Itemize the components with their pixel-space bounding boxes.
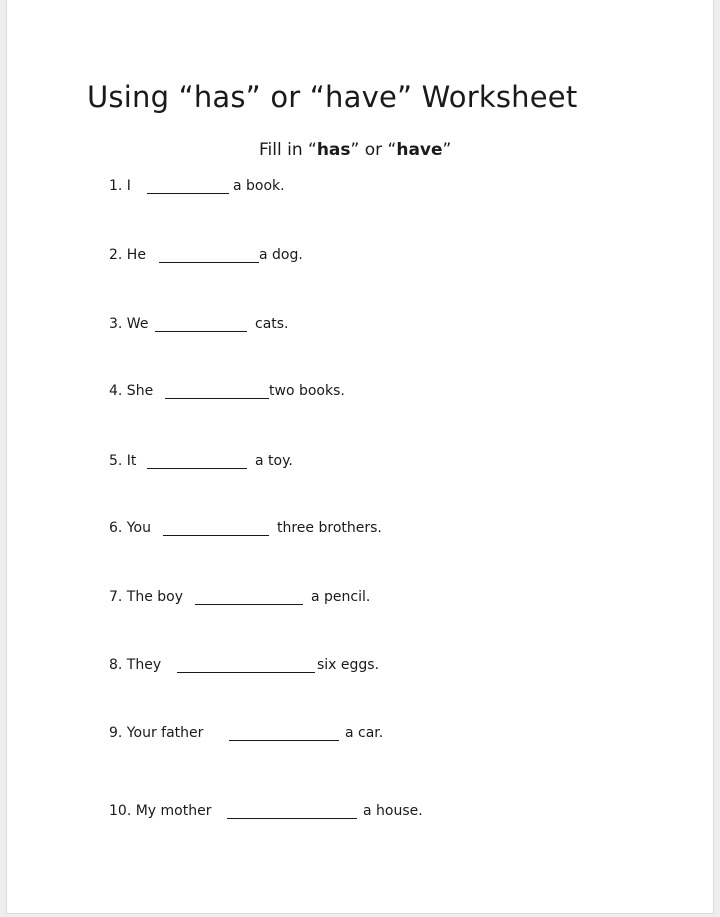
- question-ending: a dog.: [259, 247, 303, 263]
- question-subject: 7. The boy: [109, 589, 184, 605]
- question-subject: 9. Your father: [109, 725, 204, 741]
- answer-blank[interactable]: [195, 604, 303, 605]
- answer-blank[interactable]: [147, 193, 229, 194]
- answer-blank[interactable]: [147, 468, 247, 469]
- question-subject: 5. It: [109, 453, 137, 469]
- question-subject: 10. My mother: [109, 803, 212, 819]
- answer-blank[interactable]: [165, 398, 269, 399]
- question-ending: three brothers.: [277, 520, 382, 536]
- answer-blank[interactable]: [229, 740, 339, 741]
- answer-blank[interactable]: [155, 331, 247, 332]
- question-subject: 8. They: [109, 657, 162, 673]
- answer-blank[interactable]: [159, 262, 259, 263]
- instruction-suffix: ”: [442, 140, 452, 160]
- question-ending: a car.: [345, 725, 384, 741]
- worksheet-page: [6, 0, 714, 914]
- answer-blank[interactable]: [177, 672, 315, 673]
- question-subject: 6. You: [109, 520, 151, 536]
- worksheet-title: Using “has” or “have” Worksheet: [87, 80, 578, 114]
- instruction-word-have: have: [396, 140, 443, 160]
- instruction-prefix: Fill in “: [259, 140, 317, 160]
- answer-blank[interactable]: [227, 818, 357, 819]
- question-ending: a toy.: [255, 453, 293, 469]
- answer-blank[interactable]: [163, 535, 269, 536]
- question-ending: cats.: [255, 316, 289, 332]
- question-subject: 2. He: [109, 247, 146, 263]
- question-ending: a book.: [233, 178, 285, 194]
- question-ending: two books.: [269, 383, 345, 399]
- question-subject: 4. She: [109, 383, 154, 399]
- instruction-word-has: has: [316, 140, 351, 160]
- question-ending: six eggs.: [317, 657, 380, 673]
- question-ending: a pencil.: [311, 589, 371, 605]
- instruction-middle: ” or “: [350, 140, 397, 160]
- question-subject: 1. I: [109, 178, 131, 194]
- question-subject: 3. We: [109, 316, 149, 332]
- worksheet-instruction: [259, 140, 451, 160]
- question-ending: a house.: [363, 803, 423, 819]
